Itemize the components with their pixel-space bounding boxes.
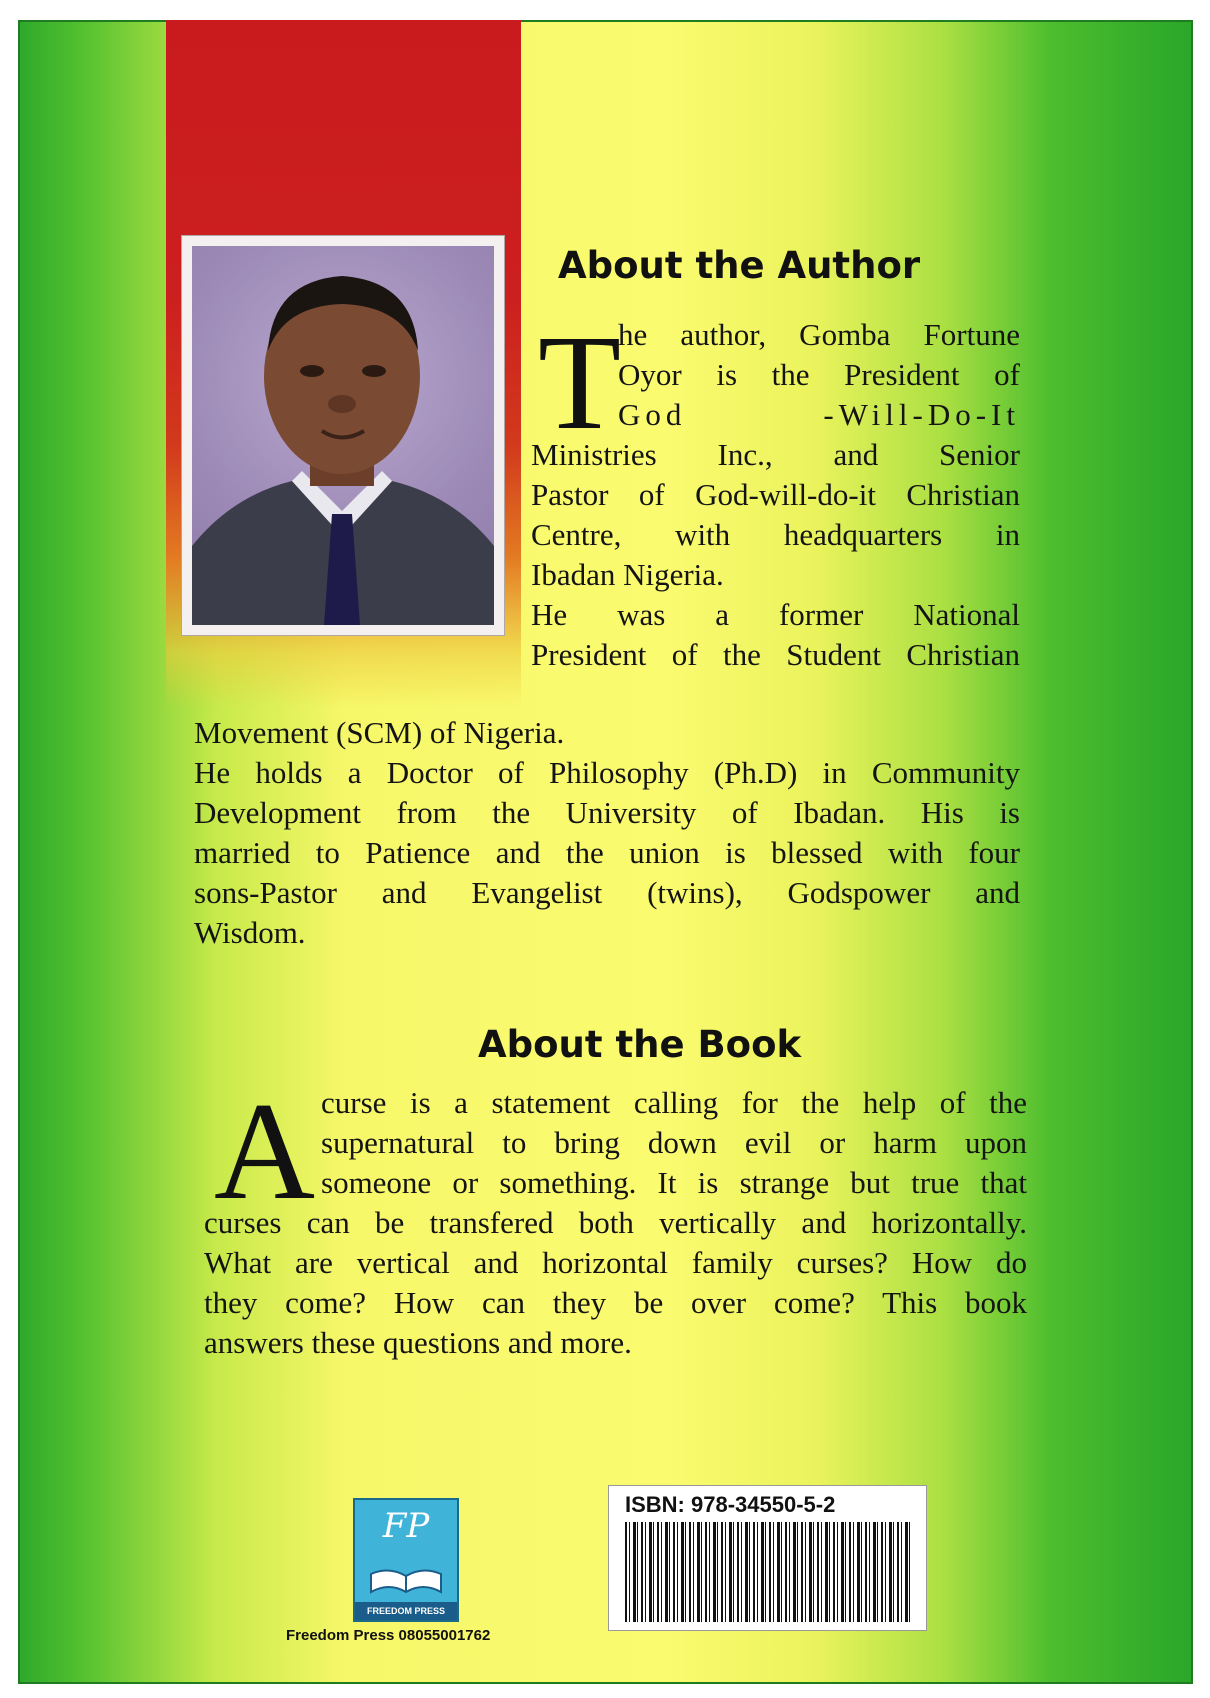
about-author-heading: About the Author [558,244,921,287]
book-line: they come? How can they be over come? This book [204,1285,1027,1320]
author-line: married to Patience and the union is blessed with four [194,835,1020,870]
author-line: Wisdom. [194,915,306,950]
isbn-label: ISBN: 978-34550-5-2 [625,1492,836,1517]
book-line: curses can be transfered both vertically and horizontally. [204,1205,1027,1240]
author-line: God -Will-Do-It [618,397,1020,432]
author-line: Pastor of God-will-do-it Christian [531,477,1020,512]
open-book-icon [355,1562,457,1602]
author-line: Movement (SCM) of Nigeria. [194,715,565,750]
author-line: He was a former National [531,597,1020,632]
author-line: Ministries Inc., and Senior [531,437,1020,472]
logo-monogram: FP [382,1506,430,1546]
author-dropcap: T [538,308,622,458]
author-line: Centre, with headquarters in [531,517,1020,552]
about-book-heading: About the Book [478,1023,802,1066]
author-line: Oyor is the President of [618,357,1020,392]
author-line: sons-Pastor and Evangelist (twins), Godspower and [194,875,1020,910]
barcode-icon [625,1522,912,1622]
author-line: President of the Student Christian [531,637,1020,672]
author-photo [192,246,494,625]
publisher-contact: Freedom Press 08055001762 [286,1627,491,1644]
book-line: What are vertical and horizontal family curses? How do [204,1245,1027,1280]
logo-band-text: FREEDOM PRESS [355,1602,457,1620]
author-photo-frame [181,235,505,636]
freedom-press-logo [353,1498,459,1622]
barcode-box [608,1485,927,1631]
author-line: Ibadan Nigeria. [531,557,724,592]
book-line: someone or something. It is strange but true that [321,1165,1027,1200]
author-line: Development from the University of Ibadan. His is [194,795,1020,830]
book-line: supernatural to bring down evil or harm upon [321,1125,1027,1160]
author-portrait-image [192,246,494,625]
book-line: curse is a statement calling for the help of the [321,1085,1027,1120]
author-line: He holds a Doctor of Philosophy (Ph.D) in Community [194,755,1020,790]
book-line: answers these questions and more. [204,1325,632,1360]
back-cover [18,20,1193,1684]
author-line: he author, Gomba Fortune [618,317,1020,352]
book-dropcap: A [214,1074,316,1229]
